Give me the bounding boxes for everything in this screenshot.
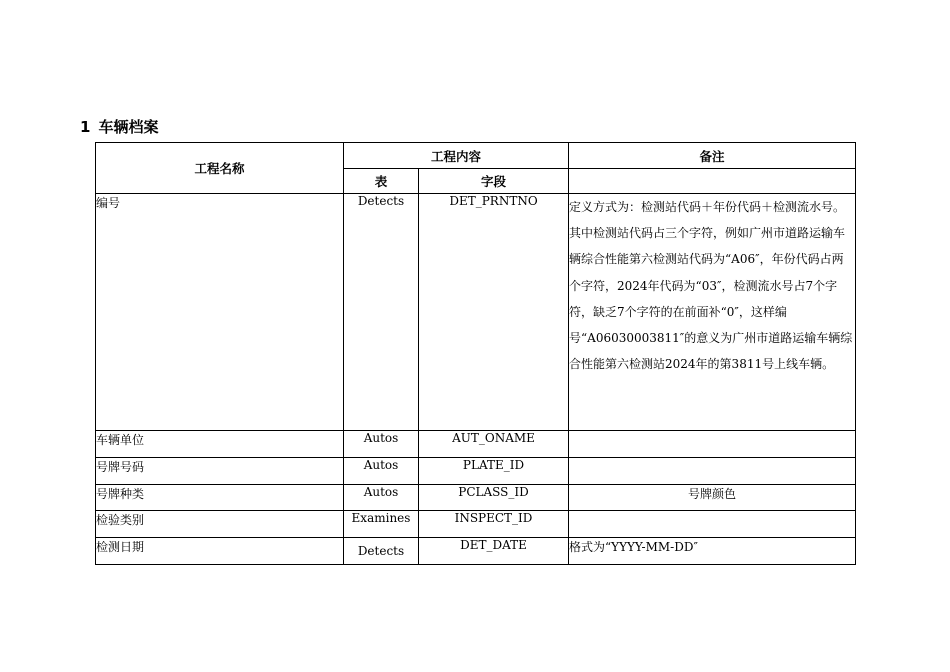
header-remarks-empty <box>569 169 856 194</box>
cell-name: 编号 <box>96 194 344 431</box>
cell-note <box>569 458 856 485</box>
cell-note: 定义方式为：检测站代码＋年份代码＋检测流水号。其中检测站代码占三个字符，例如广州市道路运输车辆综合性能第六检测站代码为“A06″，年份代码占两个字符，2024年代码为“03″，检测流水号占7个字符，缺乏7个字符的在前面补“0″，这样编号“A06030003811″的意义为广州市道路运输车辆综合性能第六检测站2024年的第3811号上线车辆。 <box>569 194 856 431</box>
cell-field: PCLASS_ID <box>419 485 569 511</box>
cell-field: PLATE_ID <box>419 458 569 485</box>
cell-field: AUT_ONAME <box>419 431 569 458</box>
cell-table: Detects <box>344 538 419 565</box>
section-number: 1 <box>80 118 91 136</box>
cell-field: DET_PRNTNO <box>419 194 569 431</box>
table-row <box>96 511 856 538</box>
cell-table: Autos <box>344 458 419 485</box>
vehicle-archive-table <box>95 142 856 565</box>
header-row-1 <box>96 143 856 169</box>
cell-name: 号牌号码 <box>96 458 344 485</box>
cell-table: Autos <box>344 431 419 458</box>
cell-field: INSPECT_ID <box>419 511 569 538</box>
table-row <box>96 485 856 511</box>
header-remarks: 备注 <box>569 143 856 169</box>
header-field: 字段 <box>419 169 569 194</box>
table-row <box>96 194 856 431</box>
cell-name: 车辆单位 <box>96 431 344 458</box>
cell-table: Autos <box>344 485 419 511</box>
cell-note: 格式为“YYYY-MM-DD″ <box>569 538 856 565</box>
cell-table: Detects <box>344 194 419 431</box>
cell-note <box>569 431 856 458</box>
cell-field: DET_DATE <box>419 538 569 565</box>
cell-note: 号牌颜色 <box>569 485 856 511</box>
header-table: 表 <box>344 169 419 194</box>
cell-name: 检测日期 <box>96 538 344 565</box>
cell-table: Examines <box>344 511 419 538</box>
cell-name: 检验类别 <box>96 511 344 538</box>
section-title: 车辆档案 <box>98 118 159 136</box>
header-project-content: 工程内容 <box>344 143 569 169</box>
table-row <box>96 458 856 485</box>
section-heading <box>80 117 158 137</box>
table-row <box>96 431 856 458</box>
cell-name: 号牌种类 <box>96 485 344 511</box>
table-row <box>96 538 856 565</box>
cell-note <box>569 511 856 538</box>
header-project-name: 工程名称 <box>96 143 344 194</box>
